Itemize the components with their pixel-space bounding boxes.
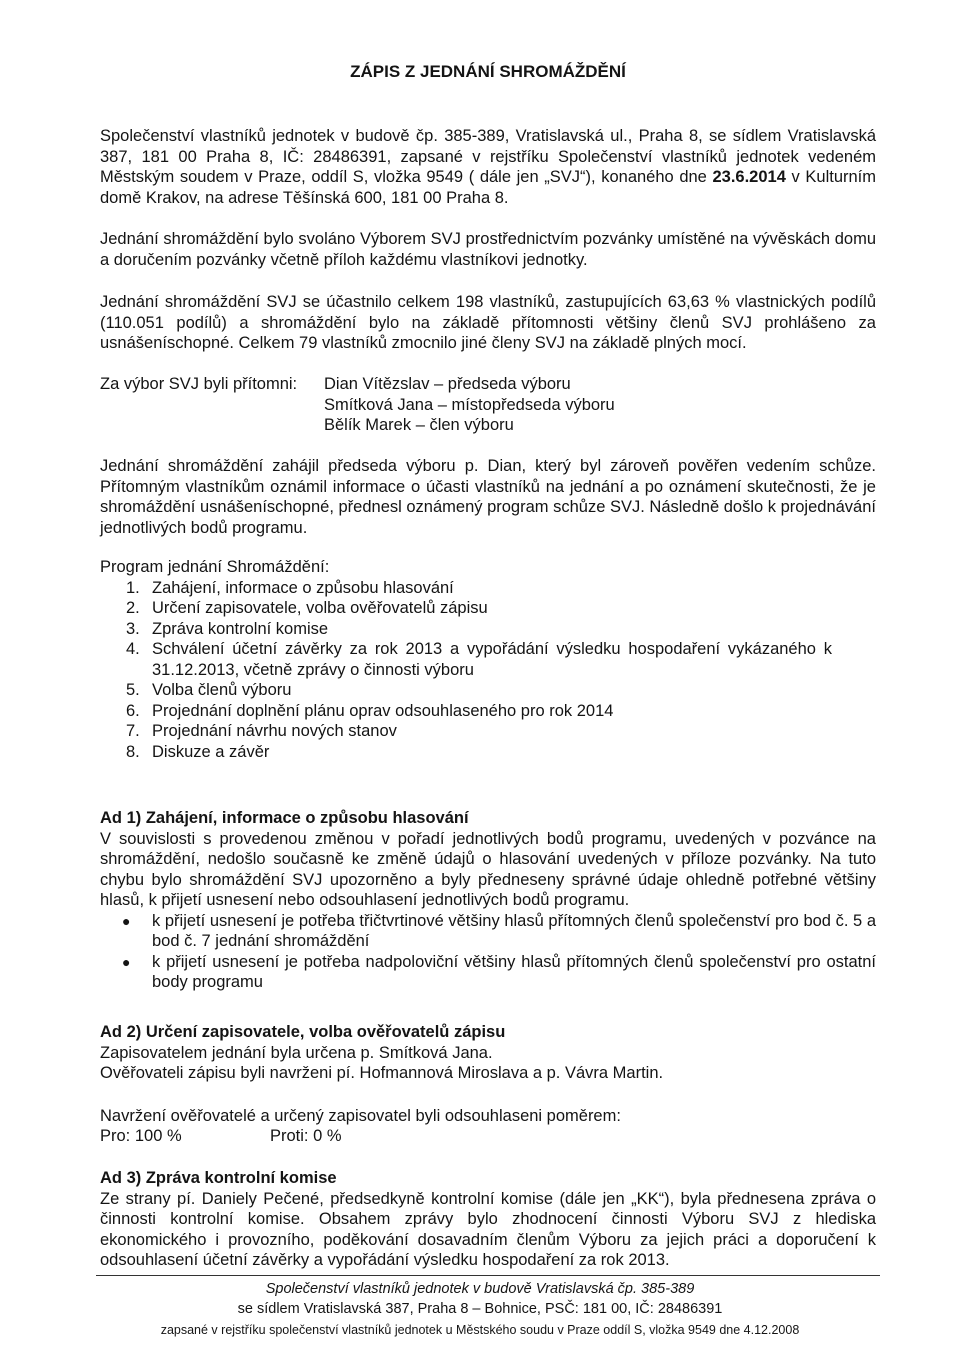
ad1-bullet-list — [100, 911, 876, 993]
footer-line-1: Společenství vlastníků jednotek v budově Vratislavská čp. 385-389 — [265, 1281, 695, 1297]
committee-member: Smítková Jana – místopředseda výboru — [324, 395, 615, 414]
ad1-bullet: ● k přijetí usnesení je potřeba nadpoloviční většiny hlasů přítomných členů společenství pro ostatní body programu — [122, 952, 876, 991]
intro-paragraph — [100, 126, 876, 208]
ad1-text: V souvislosti s provedenou změnou v pořadí jednotlivých bodů programu, uvedených v pozvánce na shromáždění, nedošlo současně ke změně údajů o hlasování uvedených v příloze pozvánky. Na tuto chybu bylo shromáždění SVJ upozorněno a byly předneseny správné údaje ohledně potřebné většiny hlasů, k přijetí usnesení nebo odsouhlasení jednotlivých bodů programu. — [100, 829, 876, 909]
program-item: 4. Schválení účetní závěrky za rok 2013 a vypořádání výsledku hospodaření vykázaného k 31.12.2013, včetně zprávy o činnosti výboru — [126, 640, 832, 679]
ad2-heading: Ad 2) Určení zapisovatele, volba ověřovatelů zápisu — [100, 1023, 506, 1041]
footer-line-2: se sídlem Vratislavská 387, Praha 8 – Bohnice, PSČ: 181 00, IČ: 28486391 — [237, 1301, 723, 1317]
committee-member: Bělík Marek – člen výboru — [324, 416, 514, 434]
attendance-paragraph: Jednání shromáždění SVJ se účastnilo celkem 198 vlastníků, zastupujících 63,63 % vlastnických podílů (110.051 podílů) a shromáždění bylo na základě přítomnosti většiny členů SVJ prohlášeno za usnášeníschopné. Celkem 79 vlastníků zmocnilo jiné členy SVJ na základě plných mocí. — [100, 293, 876, 352]
bullet-icon: ● — [122, 953, 131, 970]
ad2-section — [100, 1022, 876, 1147]
meeting-date: 23.6.2014 — [712, 168, 786, 186]
ad2-votes — [100, 1126, 876, 1147]
document-title: ZÁPIS Z JEDNÁNÍ SHROMÁŽDĚNÍ — [350, 62, 626, 81]
ad1-heading: Ad 1) Zahájení, informace o způsobu hlasování — [100, 809, 469, 827]
program-item: 2. Určení zapisovatele, volba ověřovatelů zápisu — [126, 599, 488, 617]
committee-members — [324, 374, 615, 436]
program-item: 3. Zpráva kontrolní komise — [126, 619, 329, 638]
intro-text-before: Společenství vlastníků jednotek v budově čp. 385-389, Vratislavská ul., Praha 8, se sídlem Vratislavská 387, 181 00 Praha 8, IČ: 28486391, zapsané v rejstříku Společenství vlastníků jednotek vedeném Městským soudem v Praze, oddíl S, vložka 9549 ( dále jen „SVJ“), konaného dne — [100, 127, 876, 186]
footer-line-3: zapsané v rejstříku společenství vlastníků jednotek u Městského soudu v Praze oddíl S, vložka 9549 dne 4.12.2008 — [160, 1323, 800, 1337]
committee-member: Dian Vítězslav – předseda výboru — [324, 375, 571, 393]
ad1-bullet: ● k přijetí usnesení je potřeba třičtvrtinové většiny hlasů přítomných členů společenství pro bod č. 5 a bod č. 7 jednání shromáždění — [122, 911, 876, 950]
program-item: 6. Projednání doplnění plánu oprav odsouhlaseného pro rok 2014 — [126, 701, 614, 720]
program-item: 1. Zahájení, informace o způsobu hlasování — [126, 578, 454, 597]
vote-proti: Proti: 0 % — [270, 1127, 342, 1145]
program-item: 7. Projednání návrhu nových stanov — [126, 722, 397, 740]
committee-label: Za výbor SVJ byli přítomni: — [100, 375, 298, 393]
ad2-line2: Ověřovateli zápisu byli navrženi pí. Hofmannová Miroslava a p. Vávra Martin. — [100, 1064, 664, 1082]
opening-paragraph: Jednání shromáždění zahájil předseda výboru p. Dian, který byl zároveň pověřen vedením schůze. Přítomným vlastníkům oznámil informace o účasti vlastníků na jednání a po oznámení skutečnosti, že je shromáždění usnášeníschopné, přednesl oznámený program schůze SVJ. Následně došlo k projednávání jednotlivých bodů programu. — [100, 457, 876, 537]
program-section — [100, 557, 876, 762]
vote-pro: Pro: 100 % — [100, 1127, 182, 1145]
ad2-line1: Zapisovatelem jednání byla určena p. Smítková Jana. — [100, 1043, 493, 1062]
ad3-heading: Ad 3) Zpráva kontrolní komise — [100, 1169, 337, 1187]
bullet-icon: ● — [122, 912, 131, 929]
program-list — [100, 578, 876, 763]
convened-paragraph: Jednání shromáždění bylo svoláno Výborem SVJ prostřednictvím pozvánky umístěné na vývěskách domu a doručením pozvánky včetně příloh každému vlastníkovi jednotky. — [100, 230, 876, 269]
program-item: 5. Volba členů výboru — [126, 681, 292, 699]
ad2-vote-intro: Navržení ověřovatelé a určený zapisovatel byli odsouhlaseni poměrem: — [100, 1106, 621, 1125]
program-item: 8. Diskuze a závěr — [126, 742, 270, 761]
ad3-text: Ze strany pí. Daniely Pečené, předsedkyně kontrolní komise (dále jen „KK“), byla přednesena zpráva o činnosti kontrolní komise. Obsahem zprávy bylo zhodnocení činnosti Výboru SVJ z hlediska ekonomického i provozního, poděkování dosavadním členům Výboru za jejich práci a doporučení k odsouhlasení účetní závěrky a vypořádání výsledku hospodaření za rok 2013. — [100, 1189, 876, 1269]
ad1-section — [100, 808, 876, 993]
ad3-section — [100, 1168, 876, 1271]
intro-text-after: v Kulturním domě Krakov, na adrese Těšínská 600, 181 00 Praha 8. — [100, 168, 876, 207]
footer-divider — [96, 1275, 880, 1276]
program-heading: Program jednání Shromáždění: — [100, 558, 330, 576]
